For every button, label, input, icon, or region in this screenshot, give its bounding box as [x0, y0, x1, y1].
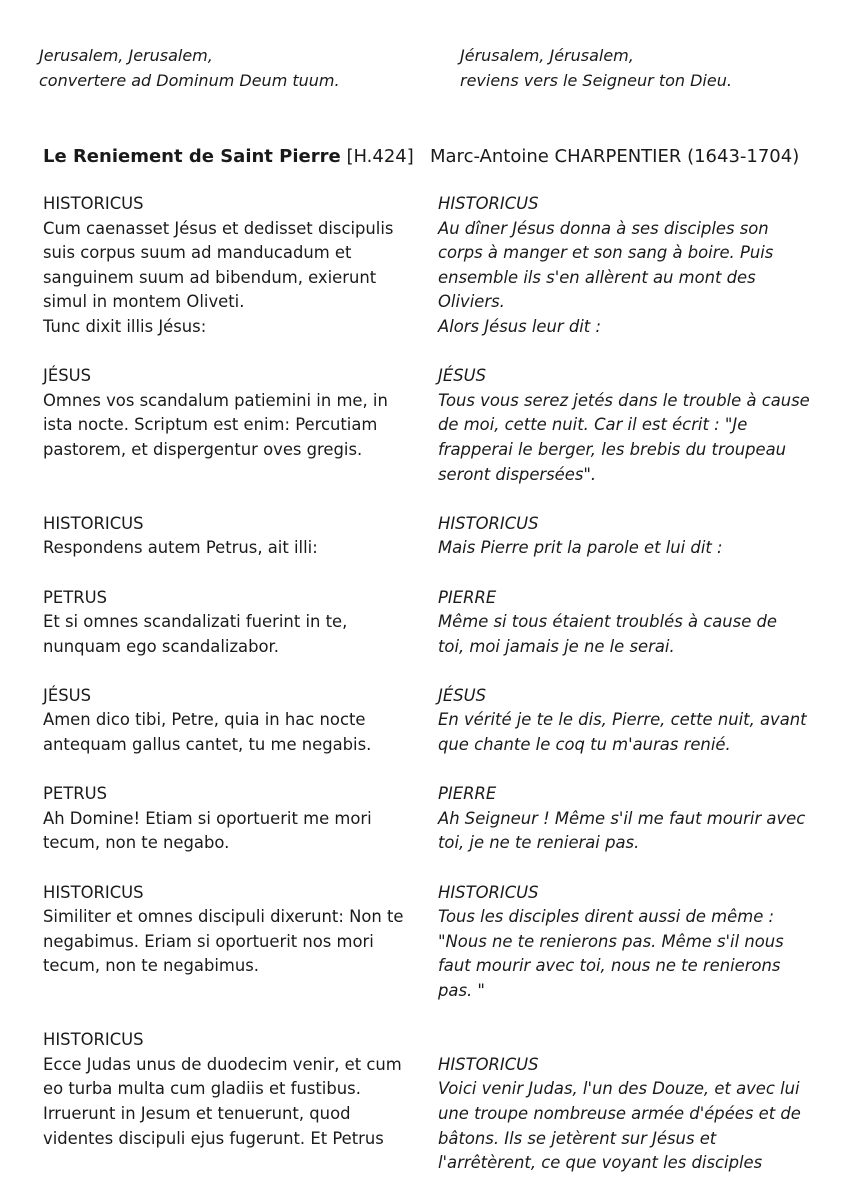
speaker-name: HISTORICUS	[438, 882, 539, 902]
dialogue-block	[43, 512, 413, 561]
dialogue-block	[438, 1053, 810, 1176]
dialogue-line: Mais Pierre prit la parole et lui dit :	[438, 538, 723, 558]
dialogue-line: Cum caenasset Jésus et dedisset discipulis	[43, 218, 394, 238]
dialogue-line: Respondens autem Petrus, ait illi:	[43, 538, 318, 558]
speaker-name: PIERRE	[438, 587, 497, 607]
speaker-name: HISTORICUS	[43, 513, 144, 533]
dialogue-line: "Nous ne te renierons pas. Même s'il nous	[438, 931, 784, 951]
dialogue-line: antequam gallus cantet, tu me negabis.	[43, 735, 372, 755]
dialogue-line: negabimus. Eriam si oportuerit nos mori	[43, 931, 374, 951]
dialogue-line: ensemble ils s'en allèrent au mont des	[438, 267, 756, 287]
dialogue-line: simul in montem Oliveti.	[43, 292, 245, 312]
dialogue-line: videntes discipuli ejus fugerunt. Et Petrus	[43, 1128, 384, 1148]
dialogue-block	[438, 684, 810, 758]
dialogue-block	[438, 586, 810, 660]
dialogue-line: eo turba multa cum gladiis et fustibus.	[43, 1079, 361, 1099]
french-column	[438, 192, 810, 1176]
latin-column	[43, 192, 413, 1151]
dialogue-line: Ah Domine! Etiam si oportuerit me mori	[43, 808, 372, 828]
dialogue-line: Au dîner Jésus donna à ses disciples son	[438, 218, 769, 238]
dialogue-line: En vérité je te le dis, Pierre, cette nuit, avant	[438, 710, 807, 730]
speaker-name: HISTORICUS	[438, 194, 539, 213]
dialogue-line: Voici venir Judas, l'un des Douze, et avec lui	[438, 1079, 800, 1099]
speaker-name: JÉSUS	[43, 366, 91, 386]
dialogue-block	[43, 364, 413, 462]
dialogue-line: une troupe nombreuse armée d'épées et de	[438, 1103, 801, 1123]
dialogue-line: tecum, non te negabo.	[43, 833, 230, 853]
dialogue-line: Omnes vos scandalum patiemini in me, in	[43, 390, 388, 410]
intro-french-line: reviens vers le Seigneur ton Dieu.	[460, 71, 732, 90]
intro-latin-line: Jerusalem, Jerusalem,	[39, 46, 213, 65]
dialogue-block	[43, 881, 413, 979]
intro-french-line: Jérusalem, Jérusalem,	[460, 46, 634, 65]
dialogue-line: Similiter et omnes discipuli dixerunt: Non te	[43, 907, 404, 927]
speaker-name: JÉSUS	[43, 685, 91, 705]
dialogue-line: Tous les disciples dirent aussi de même :	[438, 907, 775, 927]
speaker-name: JÉSUS	[438, 685, 486, 705]
work-name: Le Reniement de Saint Pierre	[43, 146, 341, 167]
dialogue-line: tecum, non te negabimus.	[43, 956, 260, 976]
dialogue-block	[43, 586, 413, 660]
catalog-number: [H.424]	[340, 146, 414, 167]
dialogue-line: que chante le coq tu m'auras renié.	[438, 735, 731, 755]
speaker-name: HISTORICUS	[43, 882, 144, 902]
intro-latin	[39, 43, 429, 93]
dialogue-line: Ecce Judas unus de duodecim venir, et cum	[43, 1054, 402, 1074]
dialogue-block	[438, 881, 810, 1004]
speaker-name: HISTORICUS	[43, 194, 144, 213]
dialogue-line: pas. "	[438, 981, 485, 1000]
dialogue-line: Tunc dixit illis Jésus:	[43, 316, 207, 336]
dialogue-line: Et si omnes scandalizati fuerint in te,	[43, 612, 348, 632]
speaker-name: HISTORICUS	[438, 513, 539, 533]
dialogue-block	[438, 782, 810, 856]
dialogue-line: pastorem, et dispergentur oves gregis.	[43, 439, 363, 459]
speaker-name: PETRUS	[43, 587, 108, 607]
dialogue-line: l'arrêtèrent, ce que voyant les disciples	[438, 1153, 763, 1173]
composer-name: Marc-Antoine CHARPENTIER (1643-1704)	[430, 146, 800, 167]
work-title	[43, 144, 414, 170]
dialogue-block	[43, 1028, 413, 1151]
dialogue-line: Ah Seigneur ! Même s'il me faut mourir avec	[438, 808, 806, 828]
intro-latin-line: convertere ad Dominum Deum tuum.	[39, 71, 340, 90]
dialogue-line: Amen dico tibi, Petre, quia in hac nocte	[43, 710, 366, 730]
dialogue-line: sanguinem suum ad bibendum, exierunt	[43, 267, 377, 287]
dialogue-block	[43, 684, 413, 758]
dialogue-block	[438, 512, 810, 561]
dialogue-line: Même si tous étaient troublés à cause de	[438, 612, 777, 632]
dialogue-line: toi, moi jamais je ne le serai.	[438, 636, 675, 656]
dialogue-line: Oliviers.	[438, 292, 505, 312]
dialogue-block	[438, 364, 810, 487]
dialogue-line: de moi, cette nuit. Car il est écrit : "Je	[438, 415, 748, 435]
intro-french	[460, 43, 840, 93]
speaker-name: HISTORICUS	[43, 1030, 144, 1050]
dialogue-line: Irruerunt in Jesum et tenuerunt, quod	[43, 1103, 351, 1123]
dialogue-block	[438, 192, 810, 340]
dialogue-block	[43, 782, 413, 856]
dialogue-line: suis corpus suum ad manducadum et	[43, 243, 352, 263]
dialogue-line: toi, je ne te renierai pas.	[438, 833, 640, 853]
dialogue-line: Alors Jésus leur dit :	[438, 316, 601, 336]
dialogue-line: ista nocte. Scriptum est enim: Percutiam	[43, 415, 378, 435]
dialogue-block	[43, 192, 413, 340]
speaker-name: HISTORICUS	[438, 1054, 539, 1074]
speaker-name: PETRUS	[43, 784, 108, 804]
dialogue-line: corps à manger et son sang à boire. Puis	[438, 243, 774, 263]
dialogue-line: bâtons. Ils se jetèrent sur Jésus et	[438, 1128, 717, 1148]
dialogue-line: Tous vous serez jetés dans le trouble à cause	[438, 390, 810, 410]
dialogue-line: frapperai le berger, les brebis du troupeau	[438, 439, 787, 459]
speaker-name: JÉSUS	[438, 366, 486, 386]
dialogue-line: nunquam ego scandalizabor.	[43, 636, 279, 656]
dialogue-line: faut mourir avec toi, nous ne te renierons	[438, 956, 781, 976]
speaker-name: PIERRE	[438, 784, 497, 804]
dialogue-line: seront dispersées".	[438, 464, 597, 484]
